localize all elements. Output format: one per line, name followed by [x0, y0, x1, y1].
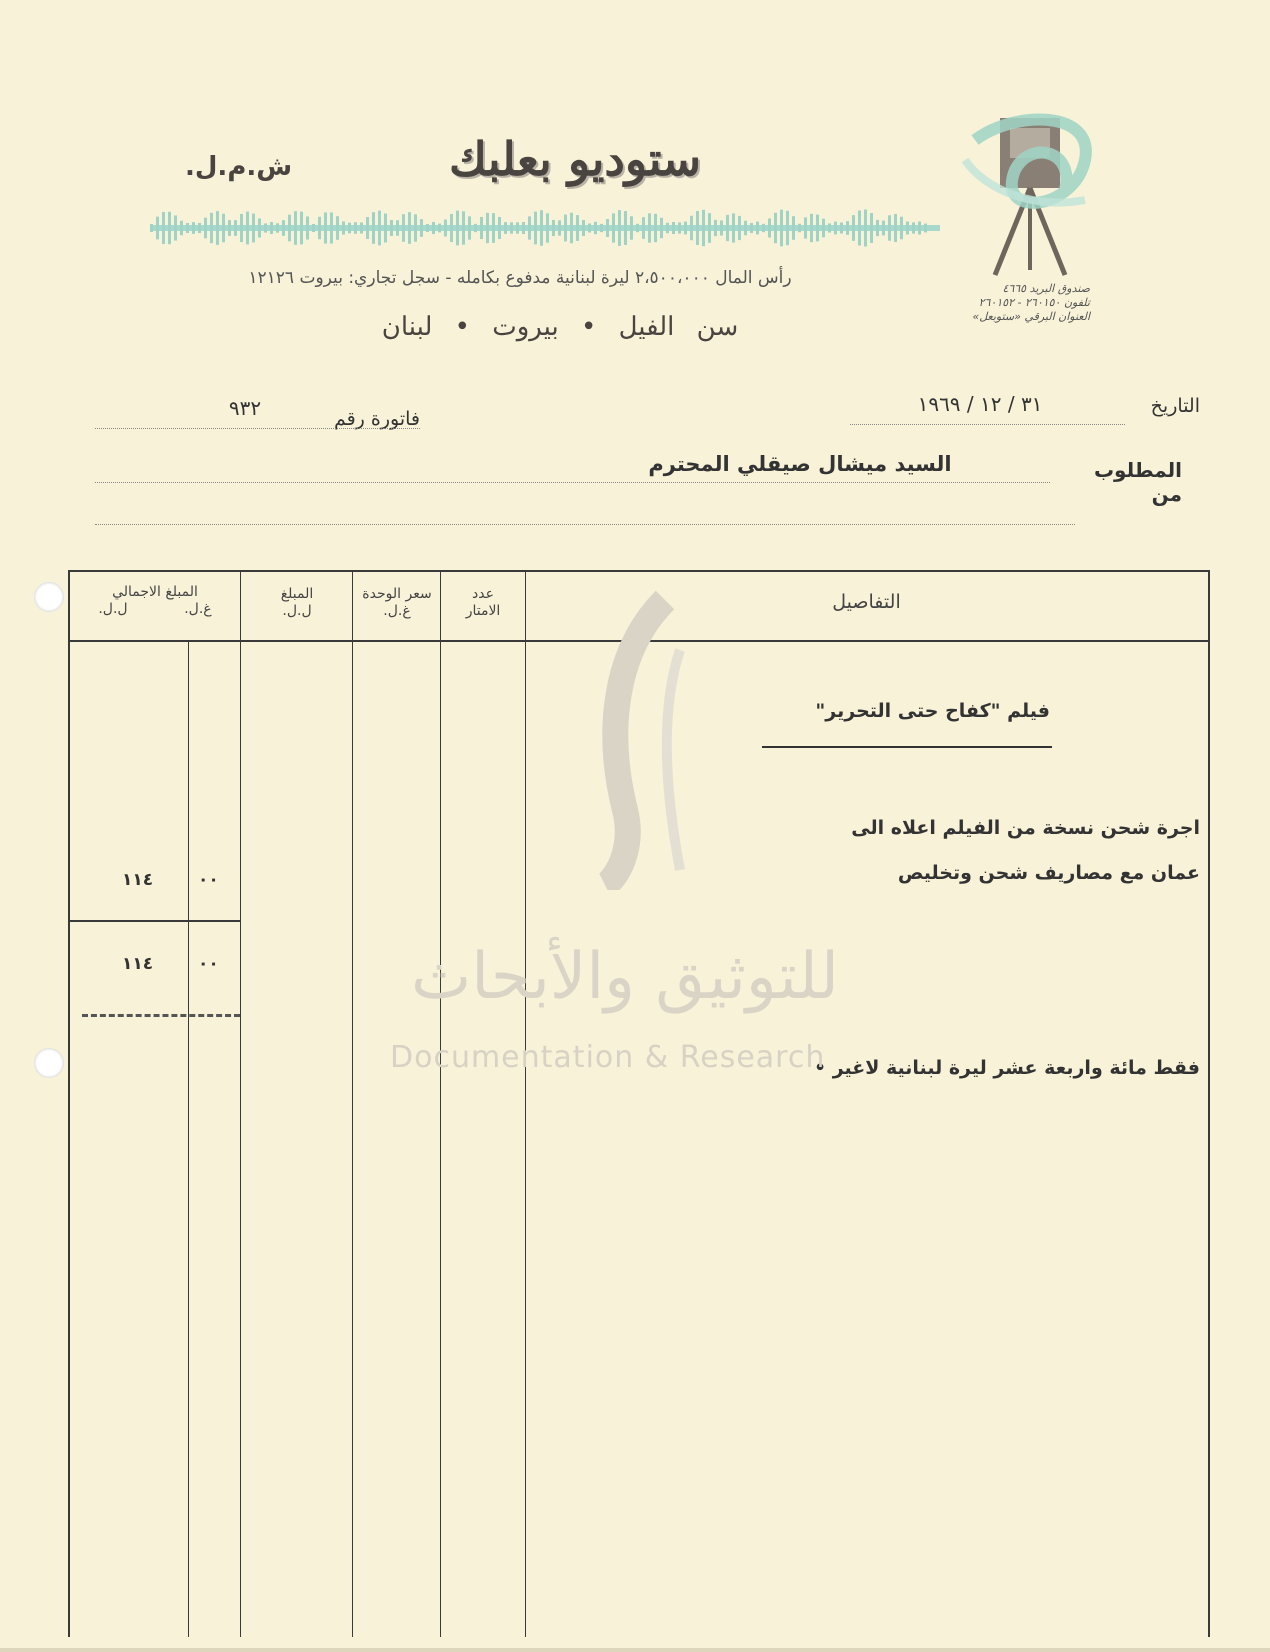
wave-bar: [642, 217, 645, 239]
wave-bar: [864, 210, 867, 247]
wave-bar: [678, 222, 681, 233]
header-unit-price: [354, 586, 440, 620]
wave-bar: [744, 221, 747, 236]
amount-in-words: فقط مائة واربعة عشر ليرة لبنانية لاغير •: [813, 1057, 1200, 1079]
wave-bar: [600, 224, 603, 232]
wave-bar: [570, 213, 573, 244]
wave-bar: [366, 217, 369, 239]
wave-bar: [234, 220, 237, 236]
wave-bar: [648, 213, 651, 242]
wave-bar: [558, 220, 561, 235]
column-divider: [240, 572, 241, 1637]
header-amount-label: المبلغ: [280, 586, 314, 602]
wave-bar: [672, 222, 675, 234]
wave-bar: [882, 221, 885, 236]
wave-bar: [390, 220, 393, 236]
wave-bar: [804, 217, 807, 238]
column-divider: [352, 572, 353, 1637]
po-box: صندوق البريد ٤٦٦٥: [1002, 282, 1090, 295]
wave-bar: [192, 222, 195, 234]
wave-bar: [240, 214, 243, 242]
billed-to-dotted-line: [95, 482, 1050, 483]
column-divider: [440, 572, 441, 1637]
wave-bar: [594, 222, 597, 234]
soundwave-decoration: [150, 198, 940, 258]
wave-bar: [576, 215, 579, 241]
header-total-currencies: [70, 601, 240, 618]
wave-bar: [780, 210, 783, 247]
wave-bar: [720, 220, 723, 235]
wave-bar: [486, 213, 489, 243]
wave-bar: [618, 210, 621, 246]
wave-bar: [156, 217, 159, 240]
extra-dotted-line: [95, 524, 1075, 525]
wave-bar: [660, 218, 663, 238]
wave-bar: [702, 210, 705, 246]
wave-bar: [168, 212, 171, 244]
wave-bar: [624, 211, 627, 245]
wave-bar: [150, 224, 153, 232]
wave-bar: [378, 211, 381, 246]
date-label: التاريخ: [1150, 395, 1200, 417]
wave-bar: [876, 220, 879, 236]
header-count: [442, 586, 524, 620]
phone-numbers: تلفون ٢٦٠١٥٠ - ٢٦٠١٥٢: [978, 296, 1090, 309]
wave-bar: [540, 210, 543, 246]
wave-bar: [768, 218, 771, 237]
contact-block: [940, 282, 1090, 324]
wave-bar: [252, 214, 255, 243]
wave-bar: [858, 211, 861, 246]
wave-bar: [870, 213, 873, 243]
film-title-underline: [762, 746, 1052, 748]
wave-bar: [444, 220, 447, 237]
wave-bar: [456, 211, 459, 246]
invoice-dotted-line: [95, 428, 420, 429]
row-amount-pi: ٠٠: [198, 870, 219, 890]
telegram-address: العنوان البرقي «ستوبعل»: [972, 310, 1090, 323]
wave-bar: [426, 224, 429, 232]
wave-bar: [912, 222, 915, 233]
header-unit-price-currency: غ.ل.: [383, 603, 411, 619]
wave-bar: [840, 222, 843, 233]
wave-bar: [906, 222, 909, 235]
wave-bar: [822, 219, 825, 238]
column-divider: [188, 640, 189, 1637]
wave-bar: [204, 218, 207, 239]
wave-bar: [786, 211, 789, 245]
header-total: [70, 584, 240, 618]
wave-bar: [408, 212, 411, 244]
wave-bar: [438, 224, 441, 233]
wave-bar: [474, 224, 477, 232]
wave-bar: [324, 212, 327, 243]
wave-bar: [900, 217, 903, 239]
wave-bar: [756, 222, 759, 235]
wave-bar: [552, 220, 555, 236]
invoice-number: ٩٣٢: [228, 396, 262, 420]
wave-bar: [636, 224, 639, 232]
wave-bar: [630, 216, 633, 239]
wave-bar: [294, 211, 297, 245]
total-amount-ll: ١١٤: [122, 954, 154, 974]
wave-bar: [654, 214, 657, 242]
header-unit-price-label: سعر الوحدة: [362, 586, 432, 602]
wave-bar: [186, 223, 189, 233]
wave-bar: [714, 220, 717, 236]
wave-bar: [318, 217, 321, 239]
wave-bar: [210, 213, 213, 243]
wave-bar: [606, 219, 609, 237]
wave-bar: [510, 222, 513, 233]
wave-bar: [282, 220, 285, 236]
wave-bar: [516, 222, 519, 233]
wave-bar: [726, 215, 729, 241]
billed-to-label: المطلوب من: [1093, 458, 1182, 506]
wave-bar: [852, 215, 855, 241]
wave-bar: [522, 222, 525, 234]
company-address: سن الفيل • بيروت • لبنان: [381, 312, 739, 342]
wave-bar: [612, 213, 615, 242]
wave-bar: [216, 211, 219, 245]
wave-bar: [306, 216, 309, 239]
wave-bar: [312, 224, 315, 232]
bottom-edge: [0, 1648, 1270, 1652]
wave-bar: [846, 221, 849, 235]
binder-hole: [34, 582, 64, 612]
wave-bar: [684, 222, 687, 235]
header-total-label: المبلغ الاجمالي: [112, 584, 198, 600]
subtotal-line: [70, 920, 240, 922]
header-count-line1: عدد: [472, 586, 494, 602]
wave-bar: [468, 216, 471, 239]
wave-bar: [414, 214, 417, 241]
wave-bar: [198, 223, 201, 233]
wave-bar: [450, 214, 453, 242]
watermark-emblem-icon: [585, 590, 695, 890]
wave-bar: [420, 219, 423, 237]
row-amount-ll: ١١٤: [122, 870, 154, 890]
wave-bar: [372, 212, 375, 244]
wave-bar: [816, 215, 819, 242]
wave-bar: [666, 223, 669, 233]
wave-bar: [342, 221, 345, 234]
wave-bar: [276, 223, 279, 232]
wave-bar: [396, 220, 399, 236]
wave-bar: [810, 214, 813, 242]
wave-bar: [180, 221, 183, 235]
wave-bar: [732, 213, 735, 242]
wave-bar: [762, 224, 765, 232]
header-details: التفاصيل: [832, 591, 901, 613]
wave-bar: [798, 224, 801, 232]
wave-bar: [690, 216, 693, 240]
wave-bar: [918, 221, 921, 234]
total-amount-pi: ٠٠: [198, 954, 219, 974]
wave-bar: [336, 216, 339, 240]
invoice-label: فاتورة رقم: [333, 408, 420, 430]
wave-bar: [432, 222, 435, 234]
wave-bar: [360, 222, 363, 233]
wave-bar: [162, 212, 165, 244]
wave-bar: [696, 211, 699, 245]
wave-bar: [498, 217, 501, 239]
wave-bar: [924, 224, 927, 233]
wave-bar: [546, 213, 549, 242]
company-name: ستوديو بعلبك: [448, 132, 702, 186]
wave-bar: [462, 211, 465, 244]
detail-line-2: عمان مع مصاريف شحن وتخليص: [897, 862, 1200, 884]
wave-bar: [348, 223, 351, 234]
wave-bar: [792, 216, 795, 240]
wave-bar: [492, 213, 495, 243]
header-count-line2: الامتار: [465, 603, 501, 619]
date-dotted-line: [850, 424, 1125, 425]
watermark-english: Documentation & Research: [390, 1040, 826, 1075]
wave-bar: [246, 212, 249, 245]
wave-bar: [402, 214, 405, 242]
wave-bar: [258, 218, 261, 237]
wave-bar: [174, 215, 177, 240]
wave-bar: [222, 214, 225, 243]
wave-bar: [564, 215, 567, 242]
wave-bar: [384, 213, 387, 242]
wave-bar: [894, 214, 897, 242]
total-dashed-line: [82, 1014, 240, 1017]
wave-bar: [582, 220, 585, 236]
header-total-pi: غ.ل.: [184, 601, 212, 617]
wave-bar: [300, 212, 303, 245]
wave-bar: [534, 212, 537, 245]
watermark-arabic: للتوثيق والأبحاث: [411, 940, 839, 1014]
camera-logo-icon: [955, 100, 1105, 280]
wave-bar: [528, 216, 531, 239]
wave-bar: [504, 222, 507, 234]
billed-to-value: السيد ميشال صيقلي المحترم: [648, 452, 952, 476]
date-value: ٣١ / ١٢ / ١٩٦٩: [917, 392, 1043, 416]
wave-bar: [270, 222, 273, 234]
wave-bar: [774, 213, 777, 243]
wave-bar: [708, 213, 711, 243]
header-amount-currency: ل.ل.: [282, 603, 312, 619]
wave-bar: [228, 220, 231, 236]
header-total-ll: ل.ل.: [98, 601, 128, 617]
wave-bar: [480, 217, 483, 239]
wave-bar: [828, 223, 831, 232]
film-title: فيلم "كفاح حتى التحرير": [815, 700, 1050, 722]
wave-bar: [354, 222, 357, 234]
wave-bar: [264, 223, 267, 232]
wave-bar: [330, 212, 333, 243]
wave-bar: [750, 223, 753, 233]
wave-bar: [588, 224, 591, 233]
detail-line-1: اجرة شحن نسخة من الفيلم اعلاه الى: [851, 817, 1200, 839]
wave-bar: [888, 215, 891, 240]
company-type: ش.م.ل.: [185, 152, 293, 182]
header-amount: [242, 586, 352, 620]
binder-hole: [34, 1048, 64, 1078]
column-divider: [525, 572, 526, 1637]
wave-bar: [738, 216, 741, 240]
wave-bar: [288, 215, 291, 242]
capital-line: رأس المال ٢،٥٠٠،٠٠٠ ليرة لبنانية مدفوع بكامله - سجل تجاري: بيروت ١٢١٢٦: [248, 268, 792, 288]
wave-bar: [834, 222, 837, 235]
